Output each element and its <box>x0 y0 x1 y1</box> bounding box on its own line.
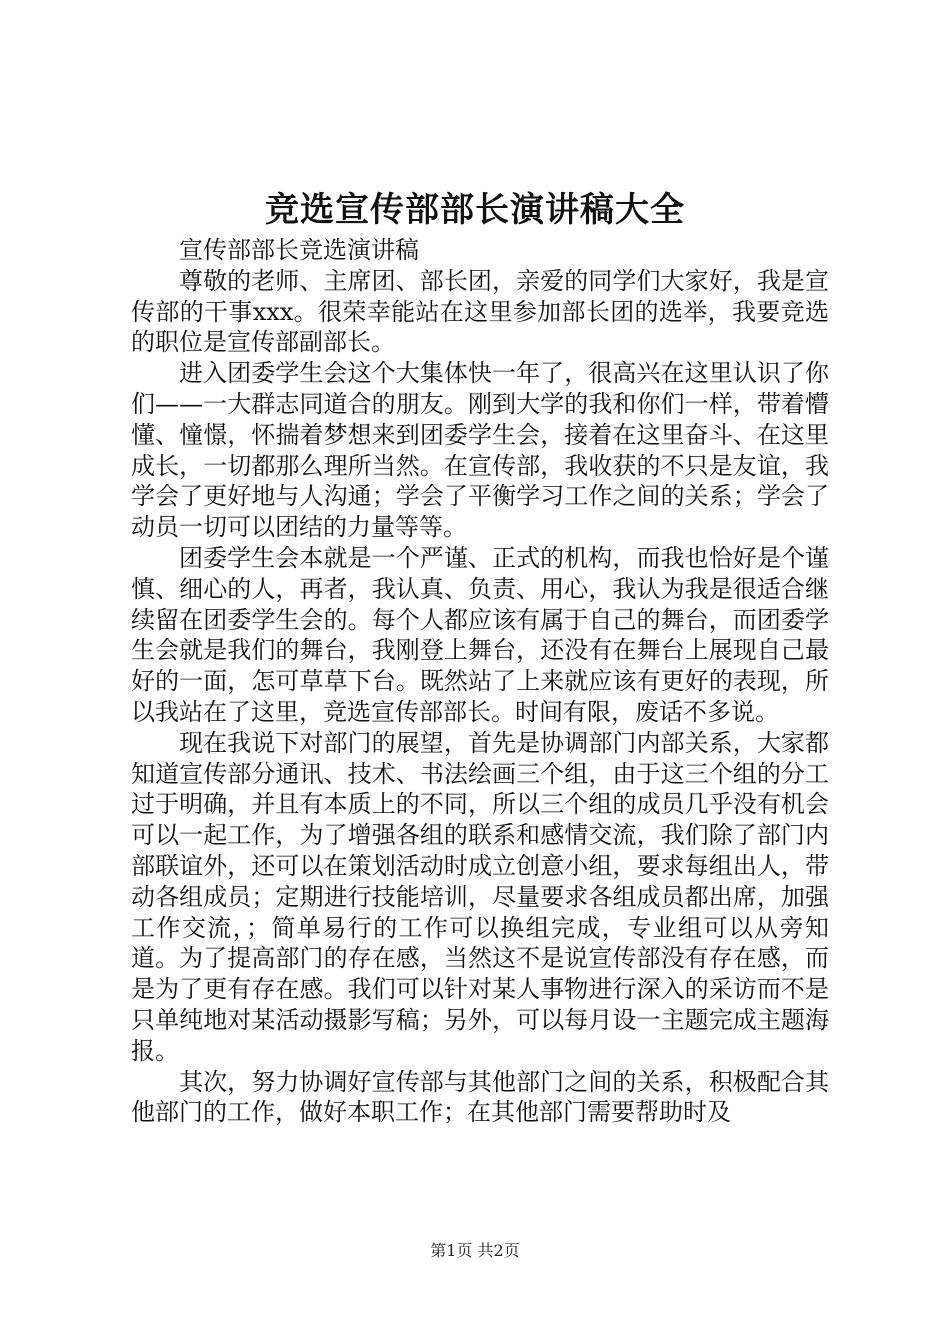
paragraph-subtitle: 宣传部部长竞选演讲稿 <box>179 236 419 264</box>
paragraph-experience: 进入团委学生会这个大集体快一年了，很高兴在这里认识了你们——一大群志同道合的朋友。刚到大学的我和你们一样，带着懵懂、憧憬，怀揣着梦想来到团委学生会，接着在这里奋斗、在这里成长，一切都那么理所当然。在宣传部，我收获的不只是友谊，我学会了更好地与人沟通；学会了平衡学习工作之间的关系；学会了动员一切可以团结的力量等等。 <box>131 359 829 542</box>
page-footer: 第1页 共2页 <box>430 1241 520 1260</box>
document-title: 竞选宣传部部长演讲稿大全 <box>265 190 685 230</box>
document-body <box>131 235 829 1128</box>
paragraph-coordination: 其次，努力协调好宣传部与其他部门之间的关系，积极配合其他部门的工作，做好本职工作；在其他部门需要帮助时及 <box>131 1067 829 1127</box>
paragraph-qualification: 团委学生会本就是一个严谨、正式的机构，而我也恰好是个谨慎、细心的人，再者，我认真、负责、用心，我认为我是很适合继续留在团委学生会的。每个人都应该有属于自己的舞台，而团委学生会就是我们的舞台，我刚登上舞台，还没有在舞台上展现自己最好的一面，怎可草草下台。既然站了上来就应该有更好的表现，所以我站在了这里，竞选宣传部部长。时间有限，废话不多说。 <box>131 543 829 726</box>
paragraph-outlook: 现在我说下对部门的展望，首先是协调部门内部关系，大家都知道宣传部分通讯、技术、书法绘画三个组，由于这三个组的分工过于明确，并且有本质上的不同，所以三个组的成员几乎没有机会可以一起工作，为了增强各组的联系和感情交流，我们除了部门内部联谊外，还可以在策划活动时成立创意小组，要求每组出人，带动各组成员；定期进行技能培训，尽量要求各组成员都出席，加强工作交流，；简单易行的工作可以换组完成，专业组可以从旁知道。为了提高部门的存在感，当然这不是说宣传部没有存在感，而是为了更有存在感。我们可以针对某人事物进行深入的采访而不是只单纯地对某活动摄影写稿；另外，可以每月设一主题完成主题海报。 <box>131 728 829 1065</box>
paragraph-greeting: 尊敬的老师、主席团、部长团，亲爱的同学们大家好，我是宣传部的干事xxx。很荣幸能站在这里参加部长团的选举，我要竞选的职位是宣传部副部长。 <box>131 266 829 357</box>
